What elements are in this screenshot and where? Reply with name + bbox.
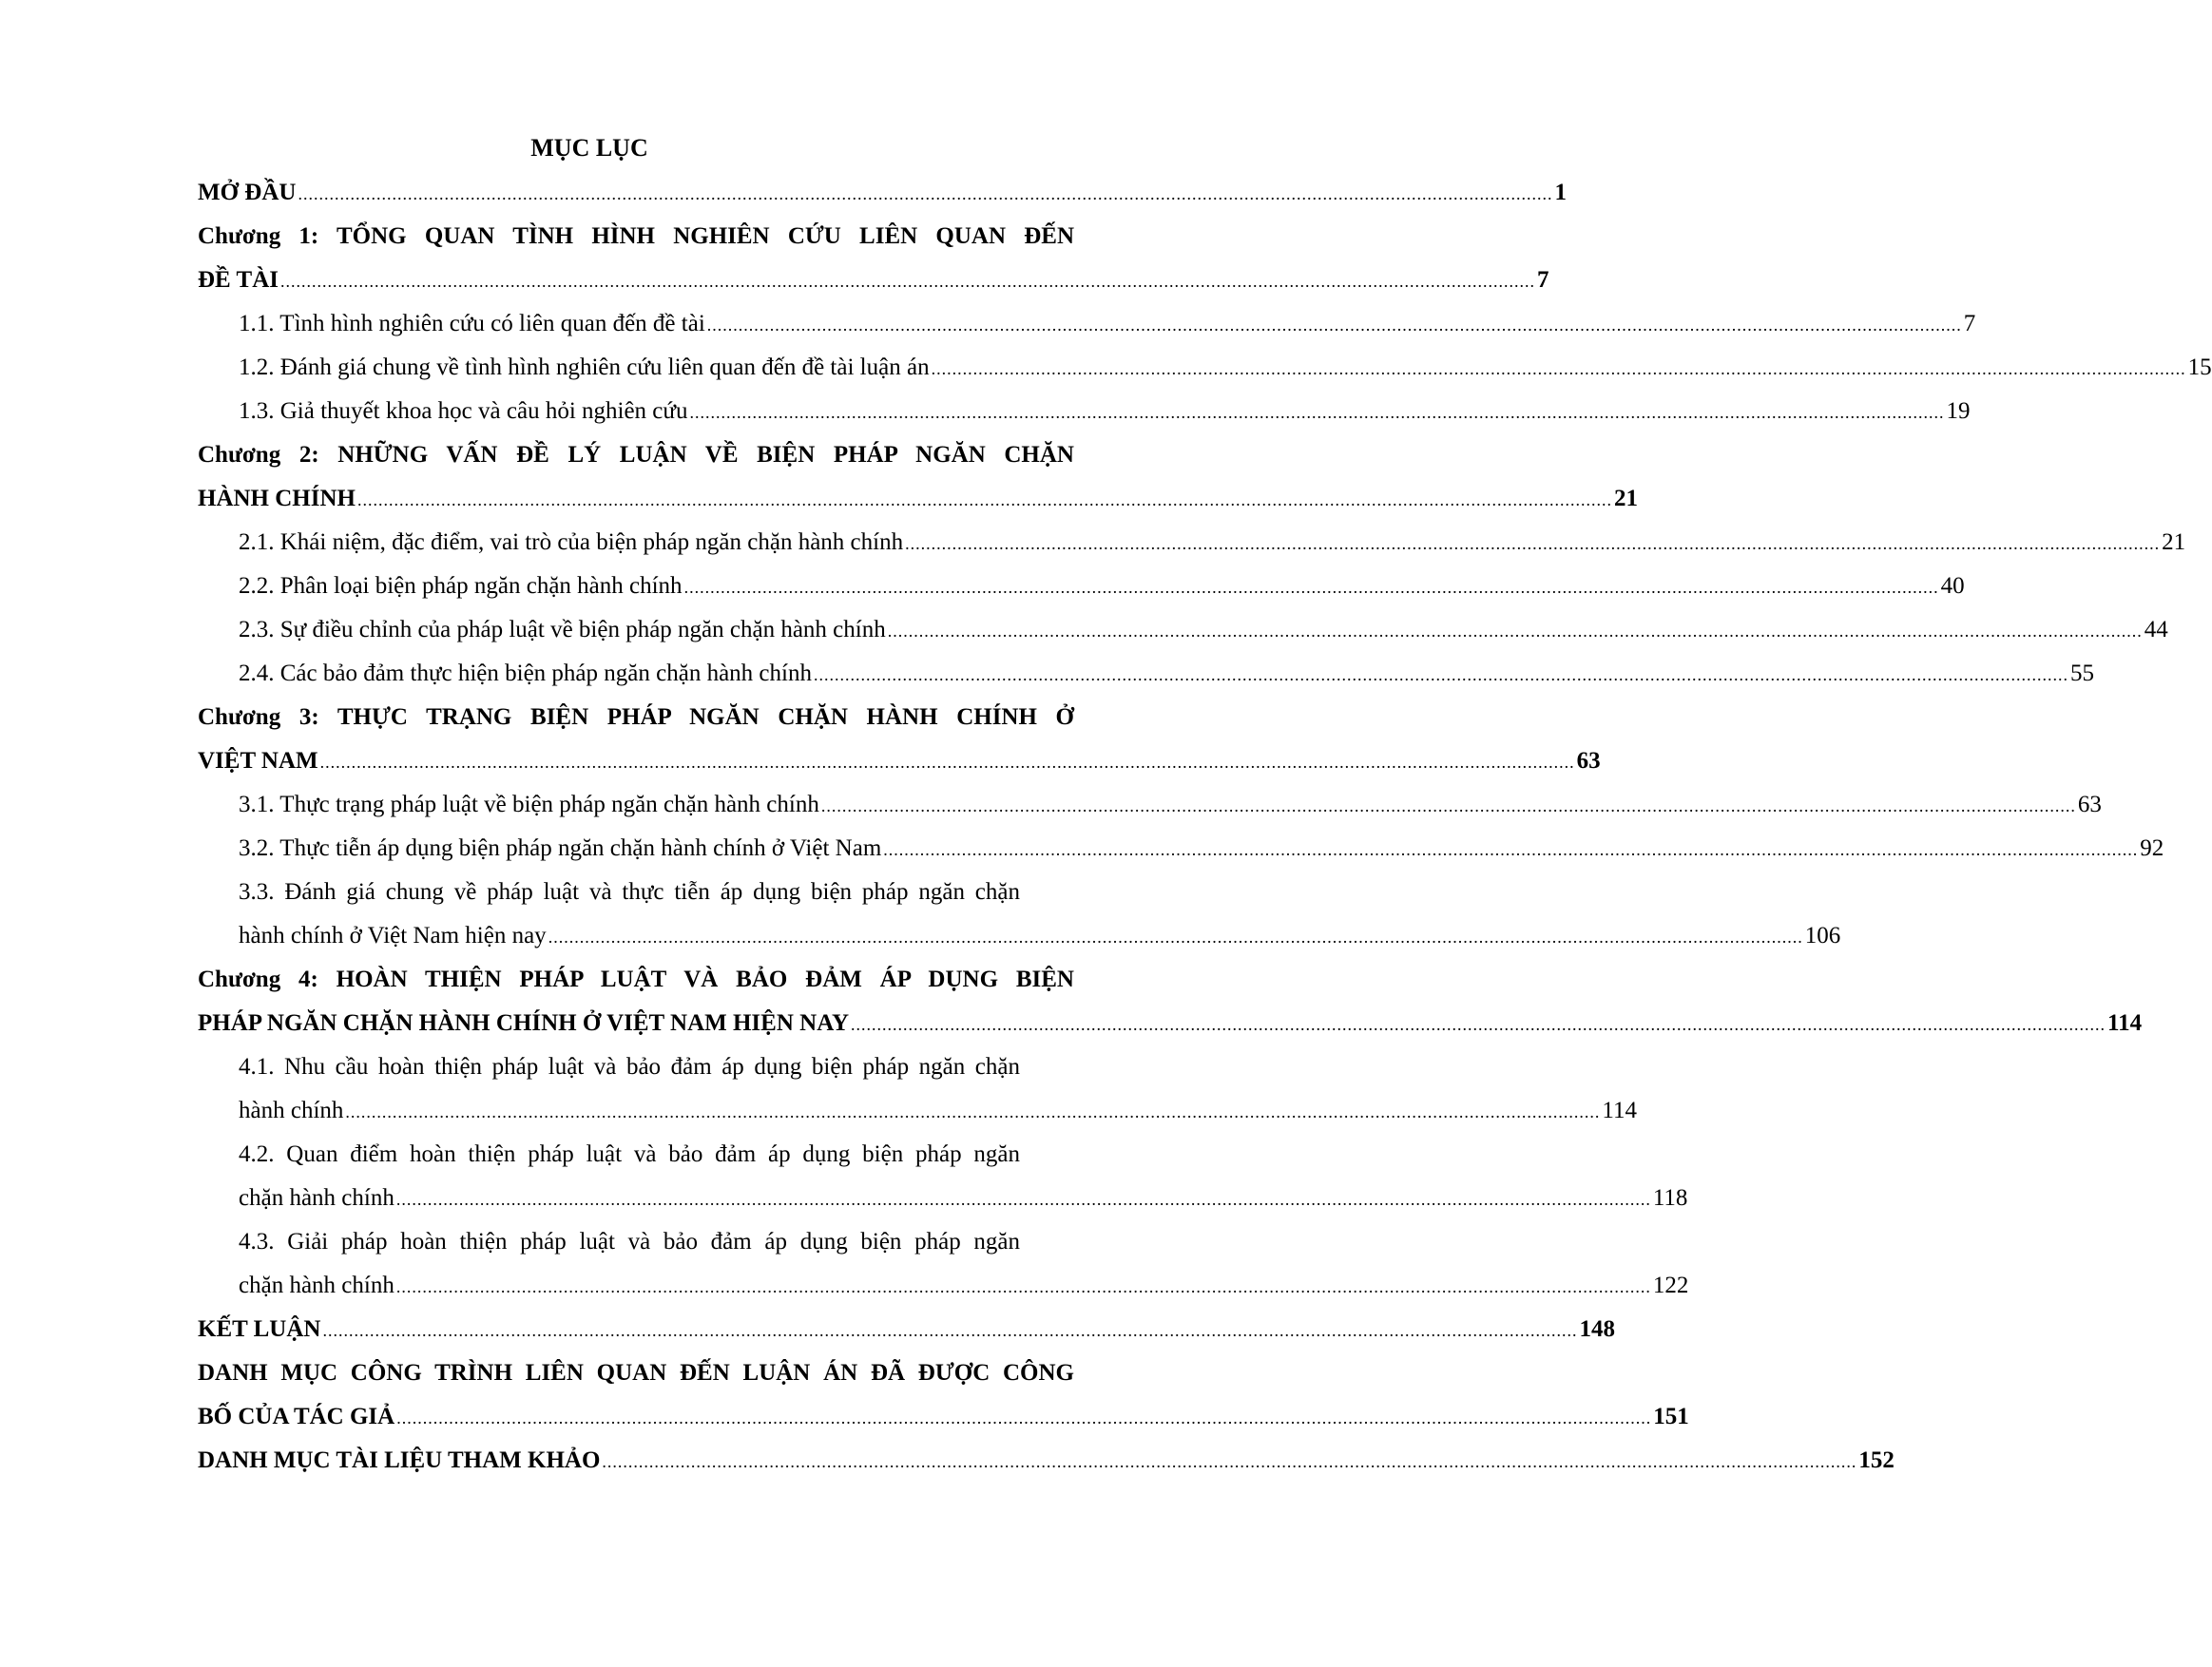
dot-leader: ................................................................................................................................................................................................................................................ <box>280 272 1535 291</box>
toc-entry-section-3-3[interactable] <box>239 914 1841 958</box>
toc-entry-text: 1.1. Tình hình nghiên cứu có liên quan đến đề tài <box>239 311 705 336</box>
toc-entry-section-2-4[interactable] <box>239 652 2094 696</box>
dot-leader: ................................................................................................................................................................................................................................................ <box>706 316 1962 335</box>
toc-page-number: 55 <box>2069 661 2094 686</box>
toc-entry-conclusion[interactable] <box>198 1308 1615 1351</box>
dot-leader: ................................................................................................................................................................................................................................................ <box>395 1190 1651 1209</box>
toc-entry-chapter-1-line-1[interactable]: Chương 1: TỔNG QUAN TÌNH HÌNH NGHIÊN CỨU LIÊN QUAN ĐẾN <box>198 223 1074 249</box>
toc-entry-text: KẾT LUẬN <box>198 1316 321 1342</box>
toc-entry-text: hành chính <box>239 1098 344 1123</box>
dot-leader: ................................................................................................................................................................................................................................................ <box>602 1452 1857 1471</box>
toc-page-number: 1 <box>1554 180 1567 205</box>
toc-entry-text: HÀNH CHÍNH <box>198 486 356 511</box>
toc-entry-section-4-3-line-1[interactable]: 4.3. Giải pháp hoàn thiện pháp luật và bảo đảm áp dụng biện pháp ngăn <box>239 1229 1020 1255</box>
toc-page-number: 118 <box>1652 1185 1688 1211</box>
toc-entry-section-2-2[interactable] <box>239 565 1965 608</box>
toc-entry-text: PHÁP NGĂN CHẶN HÀNH CHÍNH Ở VIỆT NAM HIỆN NAY <box>198 1010 850 1036</box>
toc-entry-chapter-2-line-1[interactable]: Chương 2: NHỮNG VẤN ĐỀ LÝ LUẬN VỀ BIỆN PHÁP NGĂN CHẶN <box>198 442 1074 468</box>
dot-leader: ................................................................................................................................................................................................................................................ <box>319 753 1575 772</box>
toc-entry-text: chặn hành chính <box>239 1185 394 1211</box>
dot-leader: ................................................................................................................................................................................................................................................ <box>298 184 1553 203</box>
dot-leader: ................................................................................................................................................................................................................................................ <box>689 403 1945 422</box>
dot-leader: ................................................................................................................................................................................................................................................ <box>345 1102 1601 1121</box>
toc-entry-section-1-2[interactable] <box>239 346 2212 390</box>
toc-page-number: 122 <box>1652 1273 1689 1298</box>
toc-page-number: 15 <box>2187 354 2212 380</box>
toc-page-number: 114 <box>1602 1098 1637 1123</box>
toc-entry-text: VIỆT NAM <box>198 748 318 774</box>
toc-entry-section-2-3[interactable] <box>239 608 2168 652</box>
toc-page-number: 19 <box>1946 398 1971 424</box>
toc-entry-section-3-3-line-1[interactable]: 3.3. Đánh giá chung về pháp luật và thực tiễn áp dụng biện pháp ngăn chặn <box>239 879 1020 905</box>
dot-leader: ................................................................................................................................................................................................................................................ <box>396 1408 1652 1427</box>
toc-entry-section-2-1[interactable] <box>239 521 2186 565</box>
dot-leader: ................................................................................................................................................................................................................................................ <box>887 622 2143 641</box>
toc-entry-chapter-4-line-1[interactable]: Chương 4: HOÀN THIỆN PHÁP LUẬT VÀ BẢO ĐẢM ÁP DỤNG BIỆN <box>198 967 1074 992</box>
dot-leader: ................................................................................................................................................................................................................................................ <box>931 359 2186 378</box>
dot-leader: ................................................................................................................................................................................................................................................ <box>322 1321 1578 1340</box>
toc-page-number: 21 <box>1613 486 1638 511</box>
toc-entry-intro[interactable] <box>198 171 1567 215</box>
toc-entry-text: 2.1. Khái niệm, đặc điểm, vai trò của biện pháp ngăn chặn hành chính <box>239 529 904 555</box>
dot-leader: ................................................................................................................................................................................................................................................ <box>905 534 2161 553</box>
toc-entry-text: chặn hành chính <box>239 1273 394 1298</box>
toc-page-number: 152 <box>1858 1447 1895 1473</box>
toc-title: MỤC LỤC <box>530 134 648 162</box>
toc-page-number: 63 <box>2077 792 2102 817</box>
toc-entry-text: hành chính ở Việt Nam hiện nay <box>239 923 547 948</box>
toc-entry-chapter-3-line-1[interactable]: Chương 3: THỰC TRẠNG BIỆN PHÁP NGĂN CHẶN HÀNH CHÍNH Ở <box>198 704 1074 730</box>
toc-entry-chapter-3[interactable] <box>198 739 1601 783</box>
toc-entry-text: MỞ ĐẦU <box>198 180 297 205</box>
toc-entry-text: BỐ CỦA TÁC GIẢ <box>198 1404 395 1429</box>
toc-page-number: 21 <box>2162 529 2186 555</box>
toc-entry-publications-line-1[interactable]: DANH MỤC CÔNG TRÌNH LIÊN QUAN ĐẾN LUẬN ÁN ĐÃ ĐƯỢC CÔNG <box>198 1360 1074 1386</box>
toc-entry-text: 1.3. Giả thuyết khoa học và câu hỏi nghiên cứu <box>239 398 688 424</box>
dot-leader: ................................................................................................................................................................................................................................................ <box>356 490 1612 509</box>
toc-page-number: 106 <box>1804 923 1841 948</box>
toc-page-number: 151 <box>1653 1404 1689 1429</box>
toc-entry-section-3-1[interactable] <box>239 783 2102 827</box>
toc-entry-publications[interactable] <box>198 1395 1689 1439</box>
toc-entry-text: ĐỀ TÀI <box>198 267 279 293</box>
toc-entry-text: 3.2. Thực tiễn áp dụng biện pháp ngăn chặn hành chính ở Việt Nam <box>239 835 882 861</box>
toc-entry-chapter-1[interactable] <box>198 259 1549 302</box>
dot-leader: ................................................................................................................................................................................................................................................ <box>851 1015 2106 1034</box>
toc-page-number: 7 <box>1963 311 1976 336</box>
toc-entry-section-1-3[interactable] <box>239 390 1971 433</box>
toc-entry-references[interactable] <box>198 1439 1895 1483</box>
toc-page-number: 40 <box>1940 573 1965 599</box>
toc-entry-text: 3.1. Thực trạng pháp luật về biện pháp ngăn chặn hành chính <box>239 792 819 817</box>
toc-entry-section-3-2[interactable] <box>239 827 2164 871</box>
toc-entry-text: 2.3. Sự điều chỉnh của pháp luật về biện pháp ngăn chặn hành chính <box>239 617 886 642</box>
toc-entry-text: DANH MỤC TÀI LIỆU THAM KHẢO <box>198 1447 601 1473</box>
dot-leader: ................................................................................................................................................................................................................................................ <box>395 1277 1651 1296</box>
toc-entry-section-4-2-line-1[interactable]: 4.2. Quan điểm hoàn thiện pháp luật và bảo đảm áp dụng biện pháp ngăn <box>239 1141 1020 1167</box>
toc-entry-text: 1.2. Đánh giá chung về tình hình nghiên cứu liên quan đến đề tài luận án <box>239 354 930 380</box>
toc-entry-section-4-1[interactable] <box>239 1089 1637 1133</box>
dot-leader: ................................................................................................................................................................................................................................................ <box>683 578 1939 597</box>
toc-entry-section-1-1[interactable] <box>239 302 1976 346</box>
dot-leader: ................................................................................................................................................................................................................................................ <box>548 928 1803 947</box>
toc-entry-chapter-4[interactable] <box>198 1002 2143 1045</box>
toc-page-number: 114 <box>2107 1010 2143 1036</box>
toc-page-number: 44 <box>2144 617 2168 642</box>
toc-page-number: 148 <box>1579 1316 1615 1342</box>
toc-page-number: 63 <box>1576 748 1601 774</box>
toc-page-number: 92 <box>2140 835 2164 861</box>
toc-entry-section-4-3[interactable] <box>239 1264 1689 1308</box>
toc-entry-section-4-2[interactable] <box>239 1177 1688 1220</box>
toc-page-number: 7 <box>1537 267 1549 293</box>
dot-leader: ................................................................................................................................................................................................................................................ <box>813 665 2068 684</box>
dot-leader: ................................................................................................................................................................................................................................................ <box>883 840 2139 859</box>
toc-entry-text: 2.2. Phân loại biện pháp ngăn chặn hành chính <box>239 573 683 599</box>
toc-entry-text: 2.4. Các bảo đảm thực hiện biện pháp ngăn chặn hành chính <box>239 661 812 686</box>
dot-leader: ................................................................................................................................................................................................................................................ <box>820 796 2076 815</box>
toc-entry-chapter-2[interactable] <box>198 477 1638 521</box>
toc-entry-section-4-1-line-1[interactable]: 4.1. Nhu cầu hoàn thiện pháp luật và bảo đảm áp dụng biện pháp ngăn chặn <box>239 1054 1020 1080</box>
